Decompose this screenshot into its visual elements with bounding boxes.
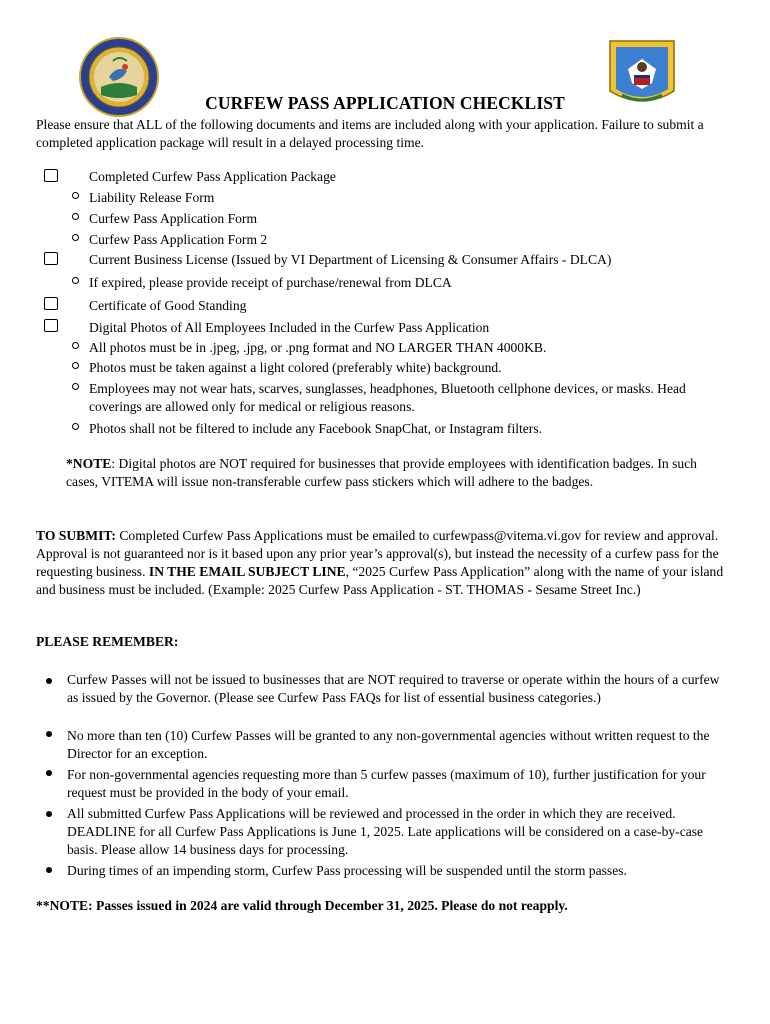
photo-note (66, 455, 726, 491)
remember-item: Curfew Passes will not be issued to businesses that are NOT required to traverse or operate within the hours of a curfew as issued by the Governor. (Please see Curfew Pass FAQs for list of essential business categories.) (67, 672, 720, 705)
checklist-subitem: Photos shall not be filtered to include any Facebook SnapChat, or Instagram filters. (89, 421, 543, 436)
final-note: **NOTE: Passes issued in 2024 are valid through December 31, 2025. Please do not reapply. (36, 898, 568, 913)
bullet (46, 867, 52, 873)
checklist-subitem: Photos must be taken against a light colored (preferably white) background. (89, 360, 502, 375)
checklist-item: Certificate of Good Standing (89, 298, 247, 313)
submit-text-1: Completed Curfew Pass Applications must be emailed to curfewpass@vitema.vi.gov for review and approval. Approval is not guaranteed nor is it based upon any prior year’s approval(s), but instead the necessity of a curfew pass for the requesting business. (36, 528, 719, 579)
checkbox[interactable] (44, 319, 58, 332)
bullet (46, 678, 52, 684)
remember-item: No more than ten (10) Curfew Passes will be granted to any non-governmental agencies without written request to the Director for an exception. (67, 728, 710, 761)
checklist-subitem: Employees may not wear hats, scarves, sunglasses, headphones, Bluetooth cellphone devices, or masks. Head coverings are allowed only for medical or religious reasons. (89, 381, 686, 414)
sub-bullet (72, 383, 79, 390)
remember-heading: PLEASE REMEMBER: (36, 634, 179, 649)
submit-text-2: , “2025 Curfew Pass Application” along with the name of your island and business must be included. (Example: 2025 Curfew Pass Application - ST. THOMAS - Sesame Street Inc.) (36, 564, 724, 597)
submit-instructions (36, 527, 736, 599)
checkbox[interactable] (44, 252, 58, 265)
sub-bullet (72, 423, 79, 430)
note-text: : Digital photos are NOT required for businesses that provide employees with identification badges. In such cases, VITEMA will issue non-transferable curfew pass stickers which will adhere to the badges. (66, 456, 697, 489)
subject-line-label: IN THE EMAIL SUBJECT LINE (148, 564, 346, 579)
page-title: CURFEW PASS APPLICATION CHECKLIST (205, 93, 565, 113)
checklist-item: Completed Curfew Pass Application Package (89, 169, 336, 184)
checklist-item: Digital Photos of All Employees Included in the Curfew Pass Application (89, 320, 490, 335)
sub-bullet (72, 213, 79, 220)
note-label: *NOTE (66, 456, 112, 471)
checklist-subitem: All photos must be in .jpeg, .jpg, or .png format and NO LARGER THAN 4000KB. (89, 340, 547, 355)
sub-bullet (72, 192, 79, 199)
sub-bullet (72, 342, 79, 349)
checkbox[interactable] (44, 169, 58, 182)
checklist-subitem: Curfew Pass Application Form (89, 211, 258, 226)
bullet (46, 811, 52, 817)
sub-bullet (72, 234, 79, 241)
bullet (46, 731, 52, 737)
checklist-subitem: If expired, please provide receipt of purchase/renewal from DLCA (89, 275, 452, 290)
remember-item: During times of an impending storm, Curfew Pass processing will be suspended until the storm passes. (67, 863, 627, 878)
checklist-subitem: Curfew Pass Application Form 2 (89, 232, 268, 247)
remember-item: All submitted Curfew Pass Applications will be reviewed and processed in the order in which they are received. DEADLINE for all Curfew Pass Applications is June 1, 2025. Late applications will be considered on a case-by-case basis. Please allow 14 business days for processing. (67, 806, 704, 857)
bullet (46, 770, 52, 776)
remember-item: For non-governmental agencies requesting more than 5 curfew passes (maximum of 10), further justification for your request must be provided in the body of your email. (67, 767, 706, 800)
submit-label: TO SUBMIT: (36, 528, 116, 543)
sub-bullet (72, 362, 79, 369)
checklist-subitem: Liability Release Form (89, 190, 215, 205)
sub-bullet (72, 277, 79, 284)
checkbox[interactable] (44, 297, 58, 310)
checklist-item: Current Business License (Issued by VI Department of Licensing & Consumer Affairs - DLCA) (89, 252, 612, 267)
intro-paragraph: Please ensure that ALL of the following documents and items are included along with your application. Failure to submit a completed application package will result in a delayed processing time. (36, 117, 704, 150)
